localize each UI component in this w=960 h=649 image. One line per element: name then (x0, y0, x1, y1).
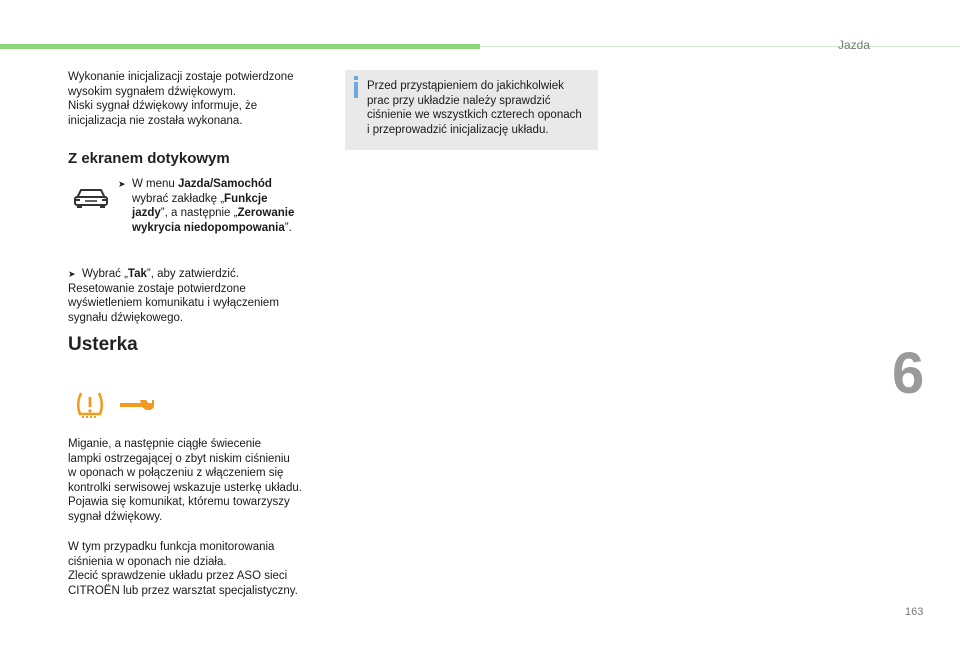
arrow-bullet-icon: ➤ (68, 269, 76, 279)
arrow-bullet-icon: ➤ (118, 179, 126, 189)
section-title: Jazda (838, 38, 871, 52)
fault-paragraph-2: W tym przypadku funkcja monitorowania ciśnienia w oponach nie działa. Zlecić sprawdzenie układu przez ASO sieci CITROËN lub przez warsztat specjalistyczny. (68, 541, 298, 597)
touchscreen-heading: Z ekranem dotykowym (68, 150, 230, 167)
intro-line: Niski sygnał dźwiękowy informuje, że (68, 100, 258, 112)
fault-heading: Usterka (68, 334, 138, 355)
info-box (345, 70, 598, 150)
chapter-number: 6 (892, 341, 925, 406)
step-1: ➤ W menu Jazda/Samochód wybrać zakładkę „Funkcje jazdy”, a następnie „Zerowanie wykrycia niedopompowania”. (118, 178, 295, 234)
info-text: Przed przystąpieniem do jakichkolwiek prac przy układzie należy sprawdzić ciśnienie we wszystkich czterech oponach i przeprowadzić inicjalizację układu. (367, 80, 582, 136)
step-2: ➤ Wybrać „Tak”, aby zatwierdzić. Resetowanie zostaje potwierdzone wyświetleniem komunikatu i wyłączeniem sygnału dźwiękowego. (68, 268, 279, 324)
header-green-bar (0, 44, 480, 49)
intro-line: wysokim sygnałem dźwiękowym. (68, 85, 237, 98)
intro-line: inicjalizacja nie została wykonana. (68, 114, 243, 127)
tyre-pressure-warning-icon (74, 390, 106, 420)
page-number: 163 (905, 606, 924, 618)
car-icon (73, 185, 109, 211)
fault-paragraph: Miganie, a następnie ciągłe świecenie lampki ostrzegającej o zbyt niskim ciśnieniu w oponach w połączeniu z włączeniem się kontrolki serwisowej wskazuje usterkę układu. Pojawia się komunikat, któremu towarzyszy sygnał dźwiękowy. (68, 438, 302, 523)
info-icon (354, 82, 358, 98)
intro-paragraph (68, 70, 328, 128)
wrench-icon (118, 398, 154, 412)
header-light-bar (480, 46, 960, 47)
intro-line: Wykonanie inicjalizacji zostaje potwierdzone (68, 71, 294, 83)
